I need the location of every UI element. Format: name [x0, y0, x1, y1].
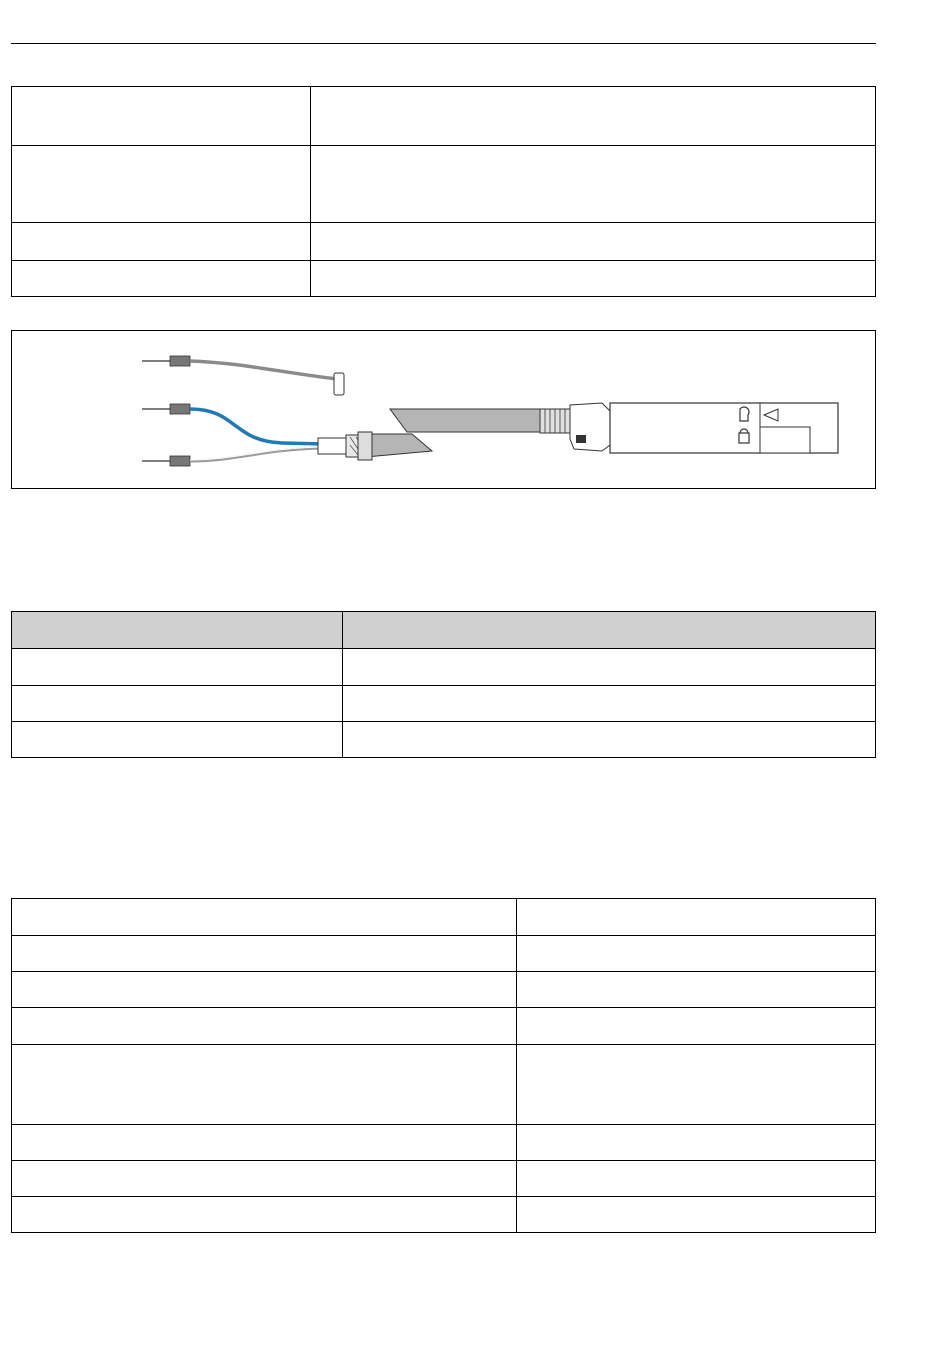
table-cell-value — [311, 261, 876, 297]
table-row — [12, 936, 876, 972]
sensor-cable-figure — [11, 330, 876, 489]
table-cell — [517, 1161, 876, 1197]
table-cell — [517, 1197, 876, 1233]
table-cell — [517, 899, 876, 936]
table-header-cell — [343, 612, 876, 649]
table-cell — [12, 1161, 517, 1197]
table-cell — [343, 649, 876, 686]
table-cell — [12, 899, 517, 936]
table-cell-label — [12, 146, 311, 223]
sensor-cable-illustration — [12, 331, 875, 488]
table-row — [12, 261, 876, 297]
sensor-cable — [390, 409, 540, 432]
spec-table-3 — [11, 898, 876, 1233]
table-cell — [12, 1045, 517, 1125]
table-cell — [517, 936, 876, 972]
table-cell — [343, 686, 876, 722]
table-cell-label — [12, 261, 311, 297]
table-cell — [343, 722, 876, 758]
table-row — [12, 722, 876, 758]
table-cell — [12, 936, 517, 972]
cable-end-left — [318, 432, 432, 460]
table-row — [12, 649, 876, 686]
table-cell — [12, 686, 343, 722]
spec-table-2 — [11, 611, 876, 758]
white-wire — [142, 447, 324, 466]
table-cell-label — [12, 223, 311, 261]
table-row — [12, 1008, 876, 1045]
table-row — [12, 1161, 876, 1197]
table-cell — [517, 1008, 876, 1045]
table-header-row — [12, 612, 876, 649]
table-cell — [517, 1125, 876, 1161]
table-row — [12, 1045, 876, 1125]
table-cell — [12, 649, 343, 686]
table-cell — [12, 972, 517, 1008]
table-row — [12, 899, 876, 936]
table-row — [12, 146, 876, 223]
table-cell-value — [311, 223, 876, 261]
table-row — [12, 1197, 876, 1233]
spec-table-1 — [11, 86, 876, 297]
table-row — [12, 223, 876, 261]
table-row — [12, 686, 876, 722]
table-cell — [12, 1197, 517, 1233]
sensor-probe — [540, 403, 838, 453]
table-cell-label — [12, 87, 311, 146]
table-row — [12, 87, 876, 146]
table-cell-value — [311, 87, 876, 146]
table-cell — [12, 722, 343, 758]
table-cell-value — [311, 146, 876, 223]
table-row — [12, 1125, 876, 1161]
grey-wire — [142, 356, 344, 395]
table-cell — [517, 972, 876, 1008]
header-rule — [11, 43, 876, 44]
table-cell — [12, 1125, 517, 1161]
table-cell — [12, 1008, 517, 1045]
table-cell — [517, 1045, 876, 1125]
table-row — [12, 972, 876, 1008]
table-header-cell — [12, 612, 343, 649]
blue-wire — [142, 404, 324, 444]
